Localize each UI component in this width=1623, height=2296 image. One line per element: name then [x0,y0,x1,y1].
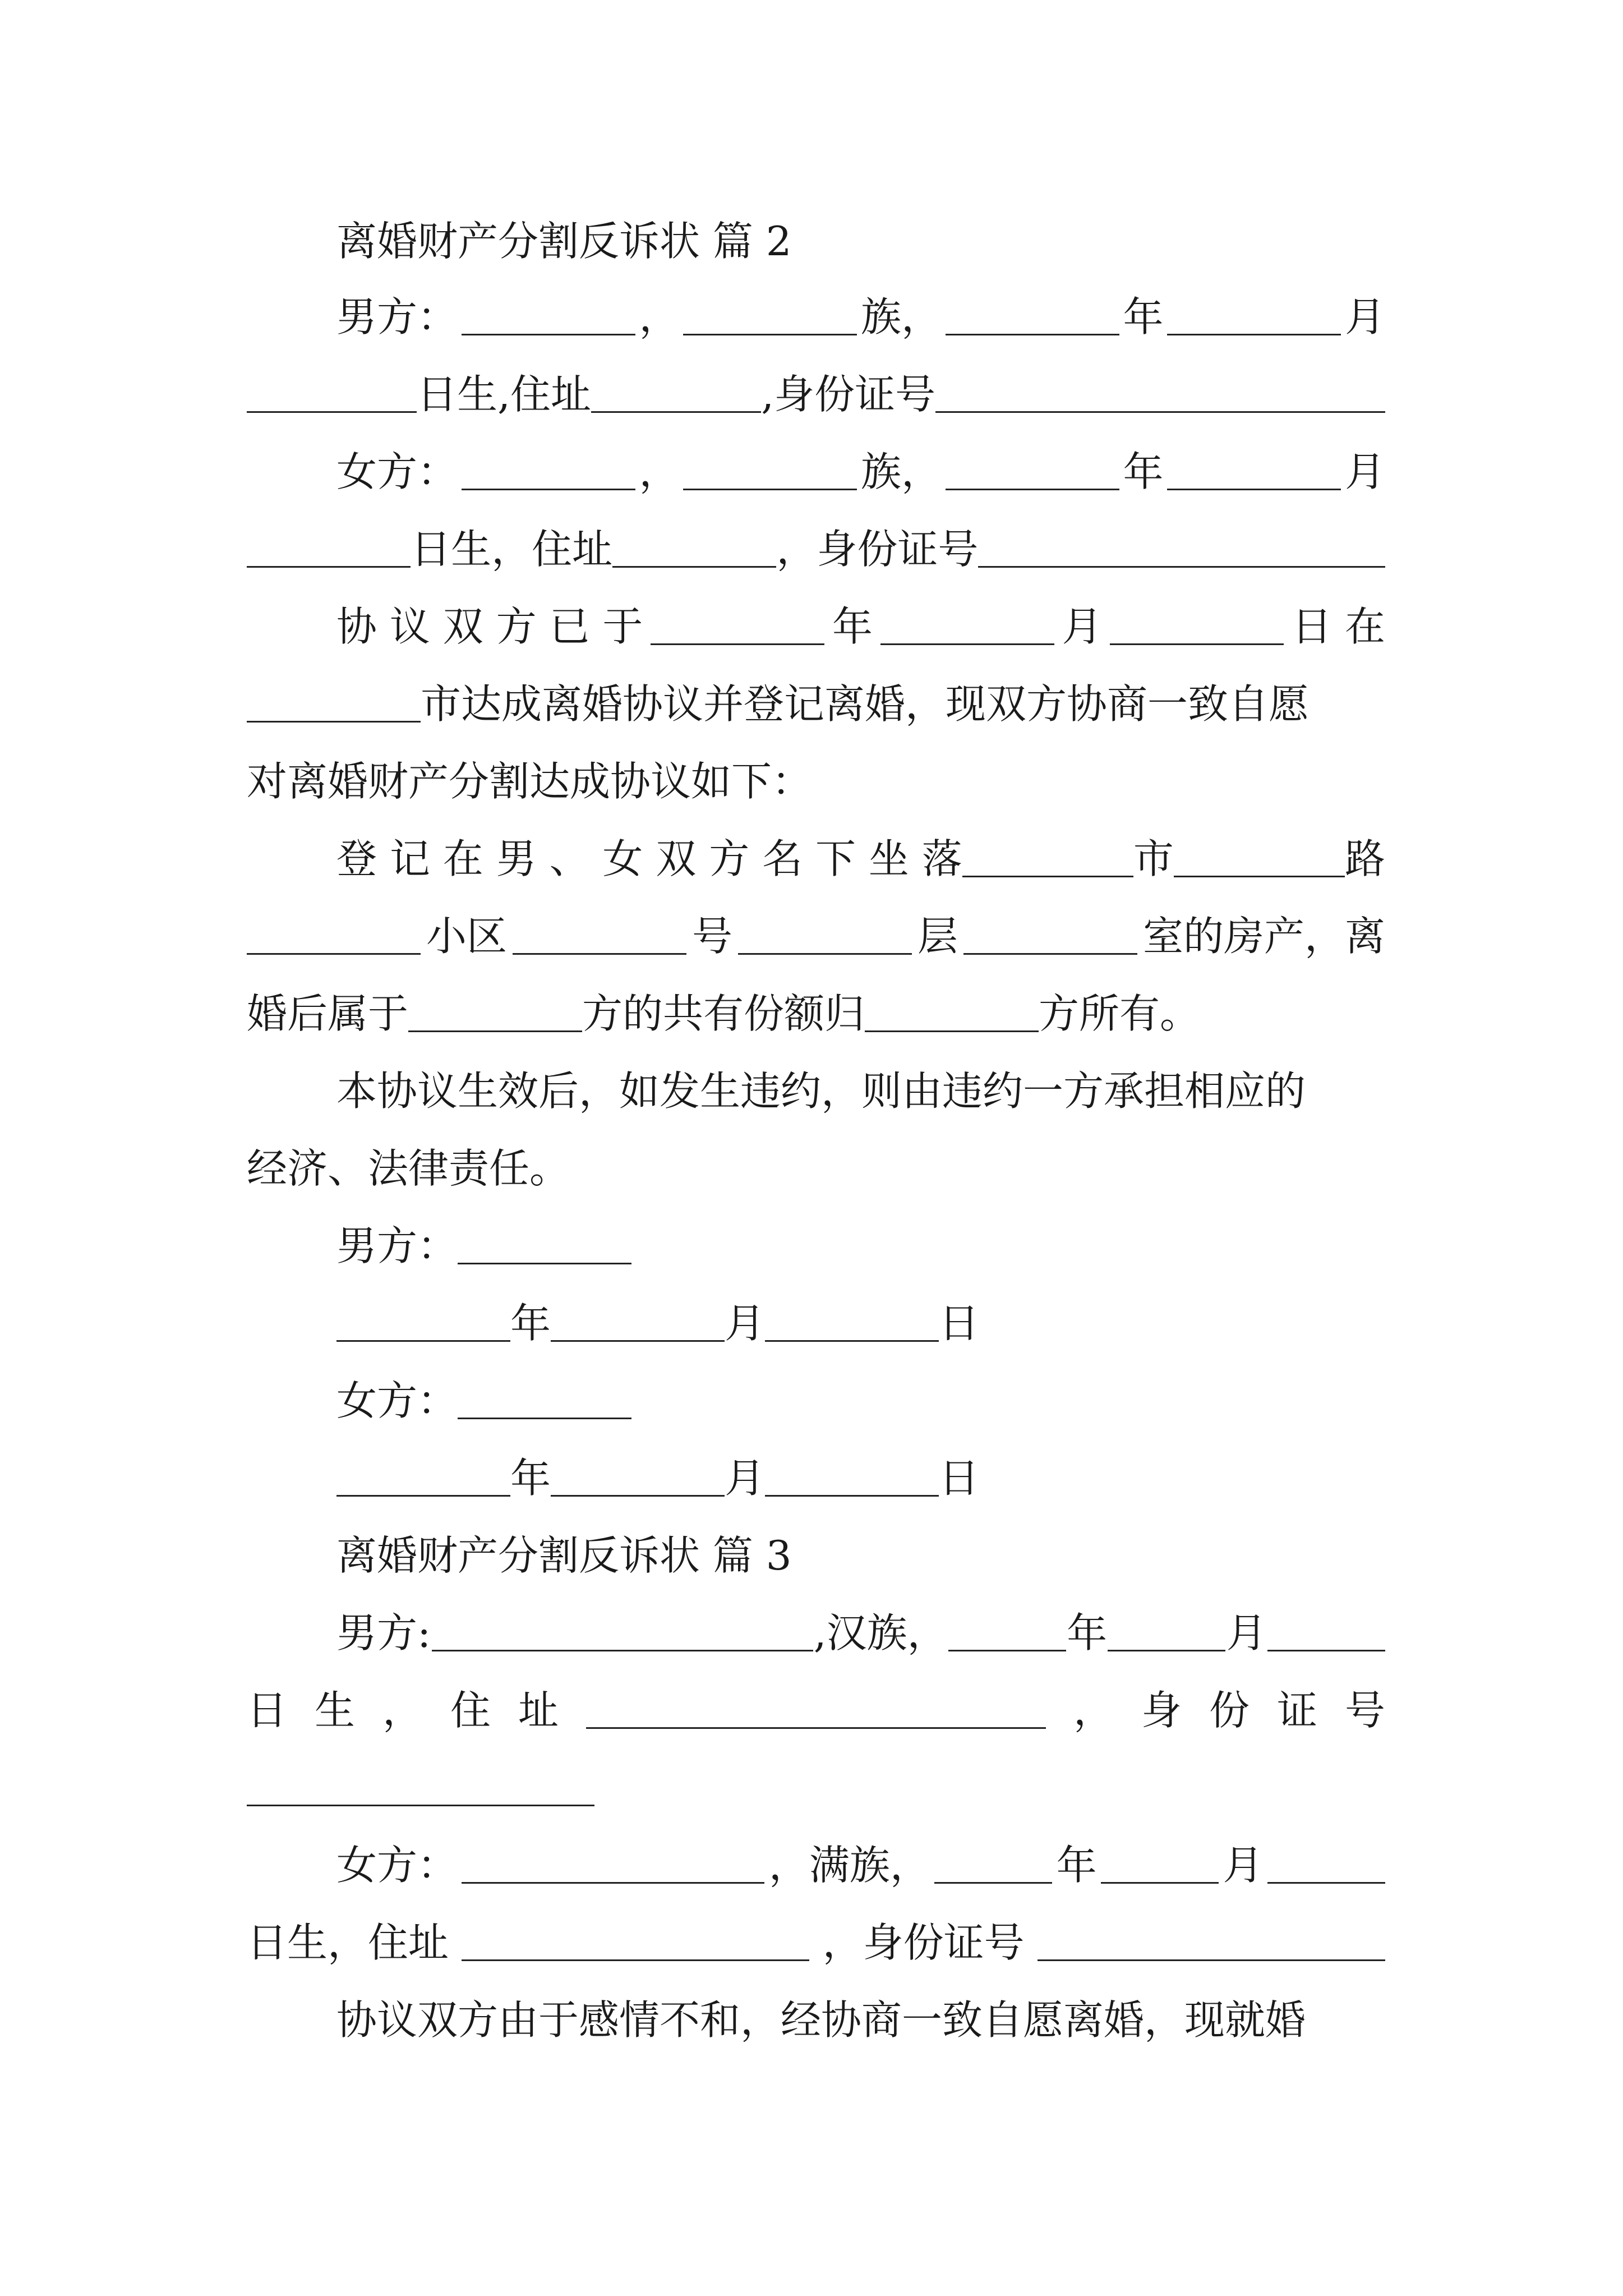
male-party-line [336,286,1385,348]
label: 月 [1226,1609,1267,1657]
label: 月 [725,1300,766,1347]
label: 月 [725,1455,766,1502]
label: 登 记 在 男 、 女 双 方 名 下 坐 落 [336,835,962,882]
title-text: 离婚财产分割反诉状 篇 3 [336,1532,792,1579]
room-blank[interactable] [963,953,1137,955]
label: ,汉族， [813,1609,948,1657]
year-blank[interactable] [336,1340,510,1342]
ethnicity-blank[interactable] [683,333,857,335]
party-blank[interactable] [408,1030,582,1032]
section-3-title [336,1525,1385,1586]
paragraph-text: 协议双方由于感情不和，经协商一致自愿离婚，现就婚 [336,1996,1306,2044]
label: 男方: [336,1609,431,1657]
label: 方的共有份额归 [582,990,865,1037]
day-blank[interactable] [1267,1881,1385,1884]
name-blank[interactable] [462,1881,764,1884]
male-address-line-3 [247,1680,1385,1741]
char: ， [382,1687,423,1734]
city-blank[interactable] [247,720,421,723]
year-blank[interactable] [336,1494,510,1497]
label: 日生，住址 [247,1919,449,1966]
label: 层 [917,913,958,960]
label: 日 [939,1300,980,1347]
label: 男方： [336,1222,458,1269]
label: 月 [1344,448,1385,495]
agreement-city-line [247,673,1385,735]
agreement-line-3 [336,1989,1385,2051]
label: 月 [1223,1842,1264,1889]
label: 族， [860,293,942,341]
id-blank[interactable] [247,1804,594,1806]
agreement-intro-line [247,751,1385,812]
name-blank[interactable] [432,1649,813,1651]
label: 日 在 [1292,603,1385,650]
label: 男方： [336,293,458,341]
label: 月 [1062,603,1103,650]
female-address-line [247,518,1385,580]
year-blank[interactable] [651,643,824,645]
char: 份 [1209,1687,1249,1734]
paragraph-text: 经济、法律责任。 [247,1145,570,1192]
day-blank[interactable] [1267,1649,1385,1651]
signature-blank[interactable] [458,1417,631,1419]
property-ownership-line [247,983,1385,1045]
female-party-line [336,441,1385,503]
label: 年 [1123,448,1164,495]
label: 小区 [426,913,507,960]
month-blank[interactable] [1108,1649,1225,1651]
female-address-line-3 [247,1912,1385,1973]
male-id-line-3 [247,1757,1385,1819]
label: 年 [832,603,873,650]
year-blank[interactable] [948,1649,1066,1651]
label: 族， [860,448,942,495]
name-blank[interactable] [462,333,635,335]
label: 年 [1067,1609,1108,1657]
label: ， [639,448,680,495]
year-blank[interactable] [946,333,1119,335]
paragraph-text: 对离婚财产分割达成协议如下： [247,758,813,805]
female-party-line-3 [336,1834,1385,1896]
label: 婚后属于 [247,990,409,1037]
label: ，身份证号 [822,1919,1025,1966]
road-blank[interactable] [1174,875,1345,877]
label: 室的房产，离 [1142,913,1385,960]
label: ，满族， [768,1842,930,1889]
liability-line-1 [336,1060,1385,1122]
label: 日生,住址 [417,371,592,418]
property-address-line [247,905,1385,967]
name-blank[interactable] [462,488,635,490]
month-blank[interactable] [1167,488,1341,490]
male-party-line-3 [336,1602,1385,1664]
label: 市达成离婚协议并登记离婚，现双方协商一致自愿 [421,680,1310,728]
label: 女方： [336,448,458,495]
month-blank[interactable] [880,643,1054,645]
agreement-date-line [336,596,1385,657]
label: ， [639,293,680,341]
title-text: 离婚财产分割反诉状 篇 2 [336,218,792,265]
day-blank[interactable] [247,565,411,568]
property-location-line [336,828,1385,890]
liability-line-2 [247,1138,1385,1199]
label: 方所有。 [1039,990,1201,1037]
male-signature-line [336,1215,1385,1277]
label: 市 [1133,835,1174,882]
floor-blank[interactable] [738,953,912,955]
label: 年 [510,1455,551,1502]
label: 年 [1123,293,1164,341]
paragraph-text: 本协议生效后，如发生违约，则由违约一方承担相应的 [336,1068,1306,1115]
section-2-title [336,210,1385,272]
char: ， [1073,1687,1114,1734]
city-blank[interactable] [962,875,1133,877]
day-blank[interactable] [765,1340,939,1342]
label: ,身份证号 [761,371,936,418]
day-blank[interactable] [247,411,417,413]
community-blank[interactable] [247,953,421,955]
address-blank[interactable] [612,565,776,568]
char: 日 [247,1687,288,1734]
label: 路 [1344,835,1385,882]
signature-blank[interactable] [458,1262,631,1264]
char: 证 [1276,1687,1317,1734]
char: 生 [315,1687,356,1734]
female-signature-line [336,1370,1385,1432]
label: 号 [691,913,732,960]
char: 身 [1141,1687,1182,1734]
label: 日生，住址 [411,526,613,573]
party-blank[interactable] [865,1030,1039,1032]
number-blank[interactable] [513,953,686,955]
id-blank[interactable] [1038,1959,1385,1961]
male-date-line [336,1292,1385,1354]
label: 日 [939,1455,980,1502]
year-blank[interactable] [946,488,1119,490]
char: 号 [1344,1687,1385,1734]
label: 年 [510,1300,551,1347]
id-blank[interactable] [978,565,1385,568]
male-address-line [247,364,1385,425]
month-blank[interactable] [1167,333,1341,335]
label: 女方： [336,1842,458,1889]
month-blank[interactable] [551,1494,725,1497]
day-blank[interactable] [1110,643,1284,645]
month-blank[interactable] [1101,1881,1219,1884]
month-blank[interactable] [551,1340,725,1342]
label: 月 [1344,293,1385,341]
char: 址 [518,1687,559,1734]
year-blank[interactable] [934,1881,1052,1884]
female-date-line [336,1447,1385,1509]
char: 住 [450,1687,491,1734]
id-blank[interactable] [935,411,1385,413]
address-blank[interactable] [462,1959,809,1961]
address-blank[interactable] [586,1727,1046,1729]
label: 女方： [336,1377,458,1424]
ethnicity-blank[interactable] [683,488,857,490]
label: 年 [1056,1842,1097,1889]
label: 协 议 双 方 已 于 [336,603,643,650]
label: ，身份证号 [776,526,979,573]
day-blank[interactable] [765,1494,939,1497]
address-blank[interactable] [591,411,761,413]
